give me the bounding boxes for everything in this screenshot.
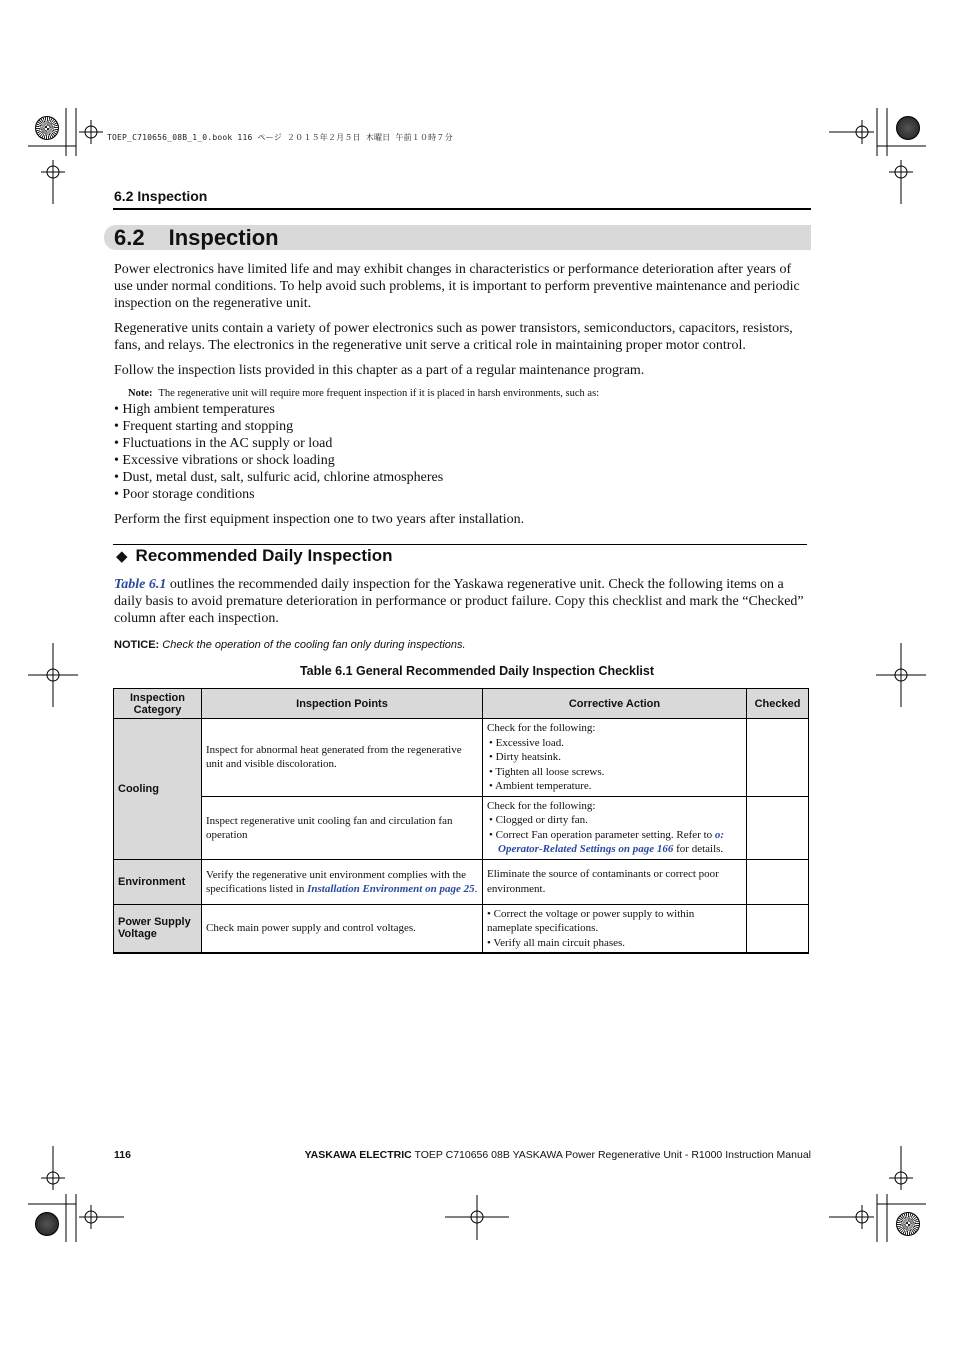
footer-brand: YASKAWA ELECTRIC xyxy=(304,1149,412,1161)
header-action: Corrective Action xyxy=(483,689,747,719)
running-head: 6.2 Inspection xyxy=(114,188,208,204)
table-6-1-link[interactable]: Table 6.1 xyxy=(114,577,167,592)
inspection-point: Inspect for abnormal heat generated from the regenerative unit and visible discoloration. xyxy=(202,719,483,797)
list-item: • Dust, metal dust, salt, sulfuric acid, chlorine atmospheres xyxy=(114,470,444,485)
inspection-point-text: . xyxy=(474,882,478,895)
action-lead: Check for the following: xyxy=(487,722,596,734)
table-caption: Table 6.1 General Recommended Daily Inspection Checklist xyxy=(299,664,655,678)
section-title-bar xyxy=(104,225,811,250)
corrective-action: Eliminate the source of contaminants or correct poor environment. xyxy=(483,859,747,904)
table-row xyxy=(114,719,809,797)
paragraph-follow: Follow the inspection lists provided in this chapter as a part of a regular maintenance program. xyxy=(114,363,645,378)
checked-cell[interactable] xyxy=(747,796,809,859)
page-number: 116 xyxy=(114,1149,131,1161)
section-number: 6.2 xyxy=(114,225,145,250)
action-item: • Tighten all loose screws. xyxy=(489,765,605,778)
corrective-action xyxy=(483,719,747,797)
list-item: • Poor storage conditions xyxy=(114,487,255,502)
harsh-environment-list xyxy=(114,401,443,503)
paragraph-first-inspection: Perform the first equipment inspection one to two years after installation. xyxy=(114,512,525,527)
footer-manual-title xyxy=(305,1149,811,1161)
notice xyxy=(114,639,466,651)
inspection-point: Inspect regenerative unit cooling fan and circulation fan operation xyxy=(202,796,483,859)
category-environment: Environment xyxy=(114,859,202,904)
subsection-title: Recommended Daily Inspection xyxy=(135,546,393,565)
paragraph-intro: Power electronics have limited life and may exhibit changes in characteristics or performance deterioration after years of use under normal conditions. To help avoid such problems, it is important to perform preventive maintenance and periodic inspection on the regenerative unit. xyxy=(114,262,800,311)
section-title-text: Inspection xyxy=(168,225,279,250)
note-label: Note: xyxy=(128,388,153,399)
checked-cell[interactable] xyxy=(747,859,809,904)
subsection-heading xyxy=(116,546,393,566)
corrective-action xyxy=(483,796,747,859)
list-item: • Frequent starting and stopping xyxy=(114,419,294,434)
list-item: • Excessive vibrations or shock loading xyxy=(114,453,335,468)
table-row xyxy=(114,796,809,859)
operator-settings-link-text[interactable]: Operator-Related Settings on page 166 xyxy=(498,843,674,855)
category-power-supply: Power Supply Voltage xyxy=(114,904,202,953)
print-info-line: TOEP_C710656_08B_1_0.book 116 ページ ２０１５年２月５日 木曜日 午前１０時７分 xyxy=(107,133,453,142)
paragraph-daily-intro xyxy=(114,576,811,627)
subsection-rule xyxy=(113,544,807,545)
action-item: • Clogged or dirty fan. xyxy=(489,814,588,826)
checked-cell[interactable] xyxy=(747,719,809,797)
category-cooling: Cooling xyxy=(114,719,202,860)
running-head-rule xyxy=(113,208,811,210)
action-item: • Correct the voltage or power supply to within nameplate specifications. xyxy=(487,907,695,934)
inspection-checklist-table xyxy=(113,688,809,954)
action-item: • Verify all main circuit phases. xyxy=(487,936,626,949)
table-row xyxy=(114,904,809,953)
daily-intro-text: outlines the recommended daily inspection for the Yaskawa regenerative unit. Check the following items on a daily basis to avoid premature deterioration in performance or product failure. Copy this checklist and mark the “Checked” column after each inspection. xyxy=(114,577,804,626)
note-text: The regenerative unit will require more frequent inspection if it is placed in harsh environments, such as: xyxy=(158,388,600,399)
note xyxy=(128,388,599,399)
action-item-text: for details. xyxy=(673,843,724,855)
installation-environment-link[interactable]: Installation Environment on page 25 xyxy=(307,882,475,895)
diamond-bullet-icon: ◆ xyxy=(116,548,128,565)
inspection-point-text: Verify the regenerative unit environment complies with the specifications listed in xyxy=(206,868,466,895)
action-item: • Ambient temperature. xyxy=(489,780,592,792)
table-row xyxy=(114,859,809,904)
header-points: Inspection Points xyxy=(202,689,483,719)
table-header-row xyxy=(114,689,809,719)
inspection-point xyxy=(202,859,483,904)
inspection-point: Check main power supply and control voltages. xyxy=(202,904,483,953)
operator-settings-link[interactable]: o: xyxy=(714,828,725,841)
list-item: • Fluctuations in the AC supply or load xyxy=(114,436,333,451)
paragraph-electronics: Regenerative units contain a variety of power electronics such as power transistors, semiconductors, capacitors, resistors, fans, and relays. The electronics in the regenerative unit serve a critical role in maintaining proper motor control. xyxy=(114,321,793,353)
action-item xyxy=(487,828,742,857)
action-item: • Dirty heatsink. xyxy=(489,751,561,763)
list-item: • High ambient temperatures xyxy=(114,402,275,417)
action-lead: Check for the following: xyxy=(487,799,596,812)
notice-label: NOTICE: xyxy=(114,639,160,651)
corrective-action xyxy=(483,904,747,953)
header-category: Inspection Category xyxy=(114,689,202,719)
action-item-text: • Correct Fan operation parameter setting. Refer to xyxy=(489,828,715,841)
notice-text: Check the operation of the cooling fan only during inspections. xyxy=(162,639,466,651)
footer-manual: TOEP C710656 08B YASKAWA Power Regenerative Unit - R1000 Instruction Manual xyxy=(411,1149,811,1161)
checked-cell[interactable] xyxy=(747,904,809,953)
action-item: • Excessive load. xyxy=(489,736,565,749)
section-title xyxy=(114,225,279,250)
header-checked: Checked xyxy=(747,689,809,719)
